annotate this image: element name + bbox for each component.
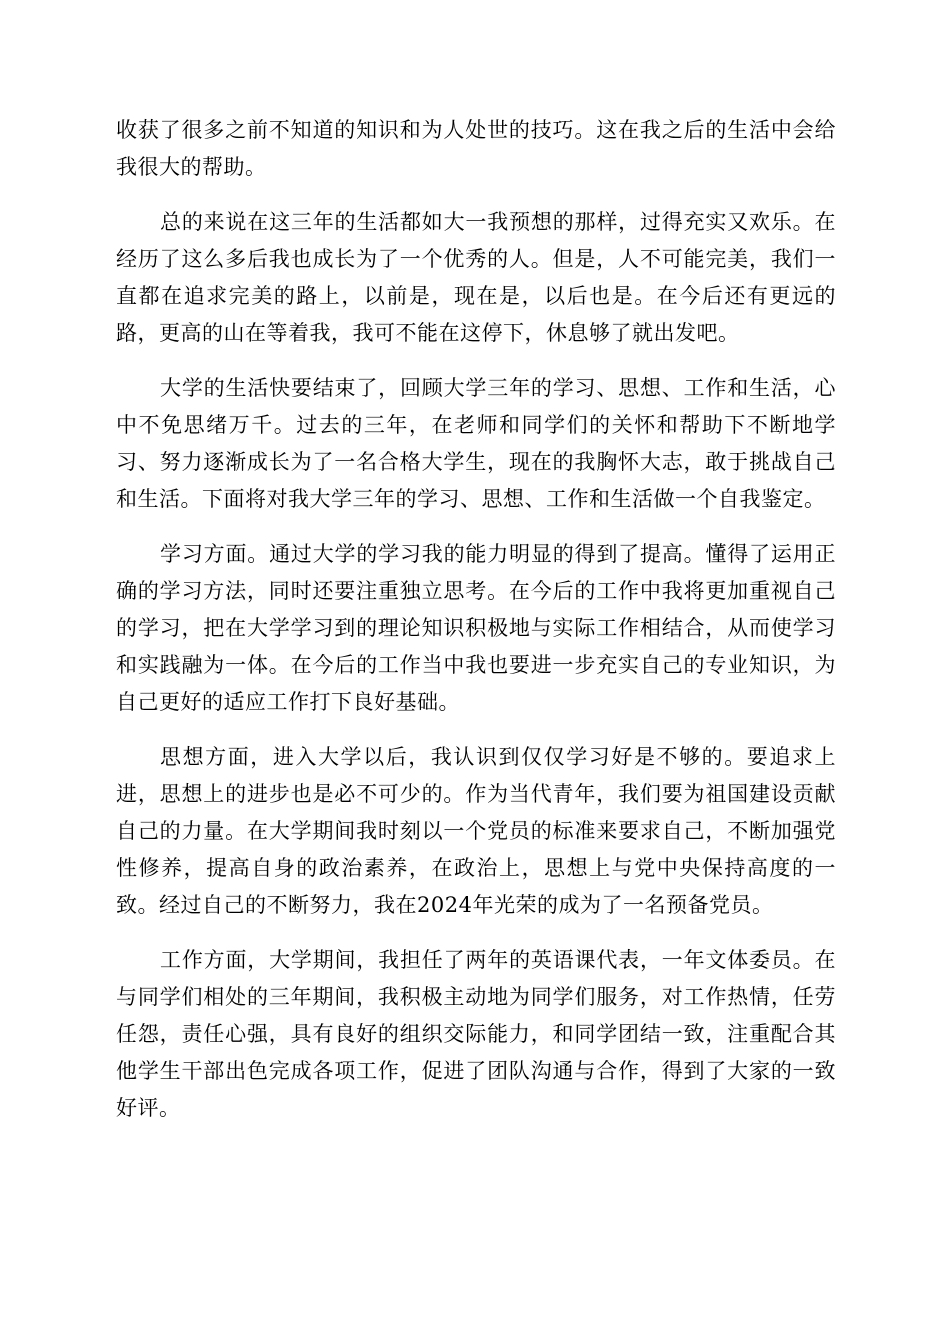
paragraph-work: 工作方面，大学期间，我担任了两年的英语课代表，一年文体委员。在与同学们相处的三年期间，我积极主动地为同学们服务，对工作热情，任劳任怨，责任心强，具有良好的组织交际能力，和同学团结一致，注重配合其他学生干部出色完成各项工作，促进了团队沟通与合作，得到了大家的一致好评。: [116, 948, 836, 1120]
document-page: [116, 112, 836, 1145]
paragraph-thought: 思想方面，进入大学以后，我认识到仅仅学习好是不够的。要追求上进，思想上的进步也是必不可少的。作为当代青年，我们要为祖国建设贡献自己的力量。在大学期间我时刻以一个党员的标准来要求自己，不断加强党性修养，提高自身的政治素养，在政治上，思想上与党中央保持高度的一致。经过自己的不断努力，我在2024年光荣的成为了一名预备党员。: [116, 745, 836, 917]
paragraph-introduction: 大学的生活快要结束了，回顾大学三年的学习、思想、工作和生活，心中不免思绪万千。过去的三年，在老师和同学们的关怀和帮助下不断地学习、努力逐渐成长为了一名合格大学生，现在的我胸怀大志，敢于挑战自己和生活。下面将对我大学三年的学习、思想、工作和生活做一个自我鉴定。: [116, 376, 836, 511]
paragraph-continuation: 收获了很多之前不知道的知识和为人处世的技巧。这在我之后的生活中会给我很大的帮助。: [116, 118, 836, 179]
paragraph-study: 学习方面。通过大学的学习我的能力明显的得到了提高。懂得了运用正确的学习方法，同时还要注重独立思考。在今后的工作中我将更加重视自己的学习，把在大学学习到的理论知识积极地与实际工作相结合，从而使学习和实践融为一体。在今后的工作当中我也要进一步充实自己的专业知识，为自己更好的适应工作打下良好基础。: [116, 542, 836, 714]
paragraph-summary: 总的来说在这三年的生活都如大一我预想的那样，过得充实又欢乐。在经历了这么多后我也成长为了一个优秀的人。但是，人不可能完美，我们一直都在追求完美的路上，以前是，现在是，以后也是。在今后还有更远的路，更高的山在等着我，我可不能在这停下，休息够了就出发吧。: [116, 210, 836, 345]
